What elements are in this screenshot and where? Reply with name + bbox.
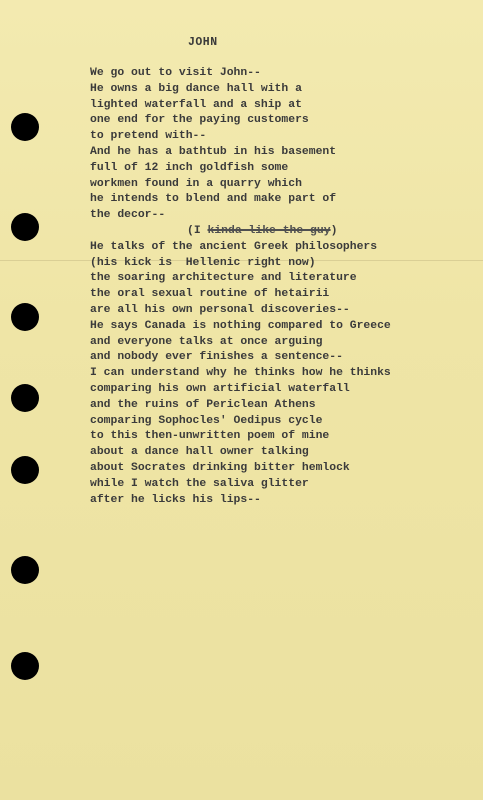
poem-line: and everyone talks at once arguing <box>90 335 323 348</box>
binder-hole <box>11 652 39 680</box>
poem-line: (his kick is Hellenic right now) <box>90 256 316 269</box>
poem-line: about Socrates drinking bitter hemlock <box>90 461 350 474</box>
struck-aside-line <box>90 224 391 240</box>
poem-body <box>90 66 391 508</box>
poem-line: about a dance hall owner talking <box>90 446 309 459</box>
poem-line: to this then-unwritten poem of mine <box>90 430 330 443</box>
aside-close: ) <box>330 224 338 237</box>
poem-line: and nobody ever finishes a sentence-- <box>90 351 343 364</box>
poem-line: the oral sexual routine of hetairii <box>90 288 330 301</box>
binder-hole <box>11 384 39 412</box>
poem-line: he intends to blend and make part of <box>90 193 337 206</box>
poem-line: full of 12 inch goldfish some <box>90 161 289 174</box>
poem-line: the decor-- <box>90 209 166 222</box>
poem-line: And he has a bathtub in his basement <box>90 145 337 158</box>
poem-line: comparing his own artificial waterfall <box>90 382 350 395</box>
aside-open: (I <box>187 224 208 237</box>
poem-line: workmen found in a quarry which <box>90 177 302 190</box>
poem-line: are all his own personal discoveries-- <box>90 303 350 316</box>
poem-line: after he licks his lips-- <box>90 493 261 506</box>
poem-title: JOHN <box>188 36 218 49</box>
poem-line: We go out to visit John-- <box>90 67 261 79</box>
poem-line: one end for the paying customers <box>90 114 309 127</box>
poem-line: and the ruins of Periclean Athens <box>90 398 316 411</box>
poem-line: He talks of the ancient Greek philosophers <box>90 240 378 253</box>
binder-hole <box>11 456 39 484</box>
binder-hole <box>11 556 39 584</box>
poem-line: to pretend with-- <box>90 130 207 143</box>
binder-hole <box>11 113 39 141</box>
poem-line: comparing Sophocles' Oedipus cycle <box>90 414 323 427</box>
binder-hole <box>11 213 39 241</box>
poem-line: while I watch the saliva glitter <box>90 477 309 490</box>
poem-line: He says Canada is nothing compared to Greece <box>90 319 391 332</box>
poem-line: He owns a big dance hall with a <box>90 82 302 95</box>
struck-out-text: kinda like the guy <box>207 224 331 237</box>
poem-line: I can understand why he thinks how he thinks <box>90 367 391 380</box>
binder-hole <box>11 303 39 331</box>
poem-line: the soaring architecture and literature <box>90 272 357 285</box>
poem-line: lighted waterfall and a ship at <box>90 98 302 111</box>
